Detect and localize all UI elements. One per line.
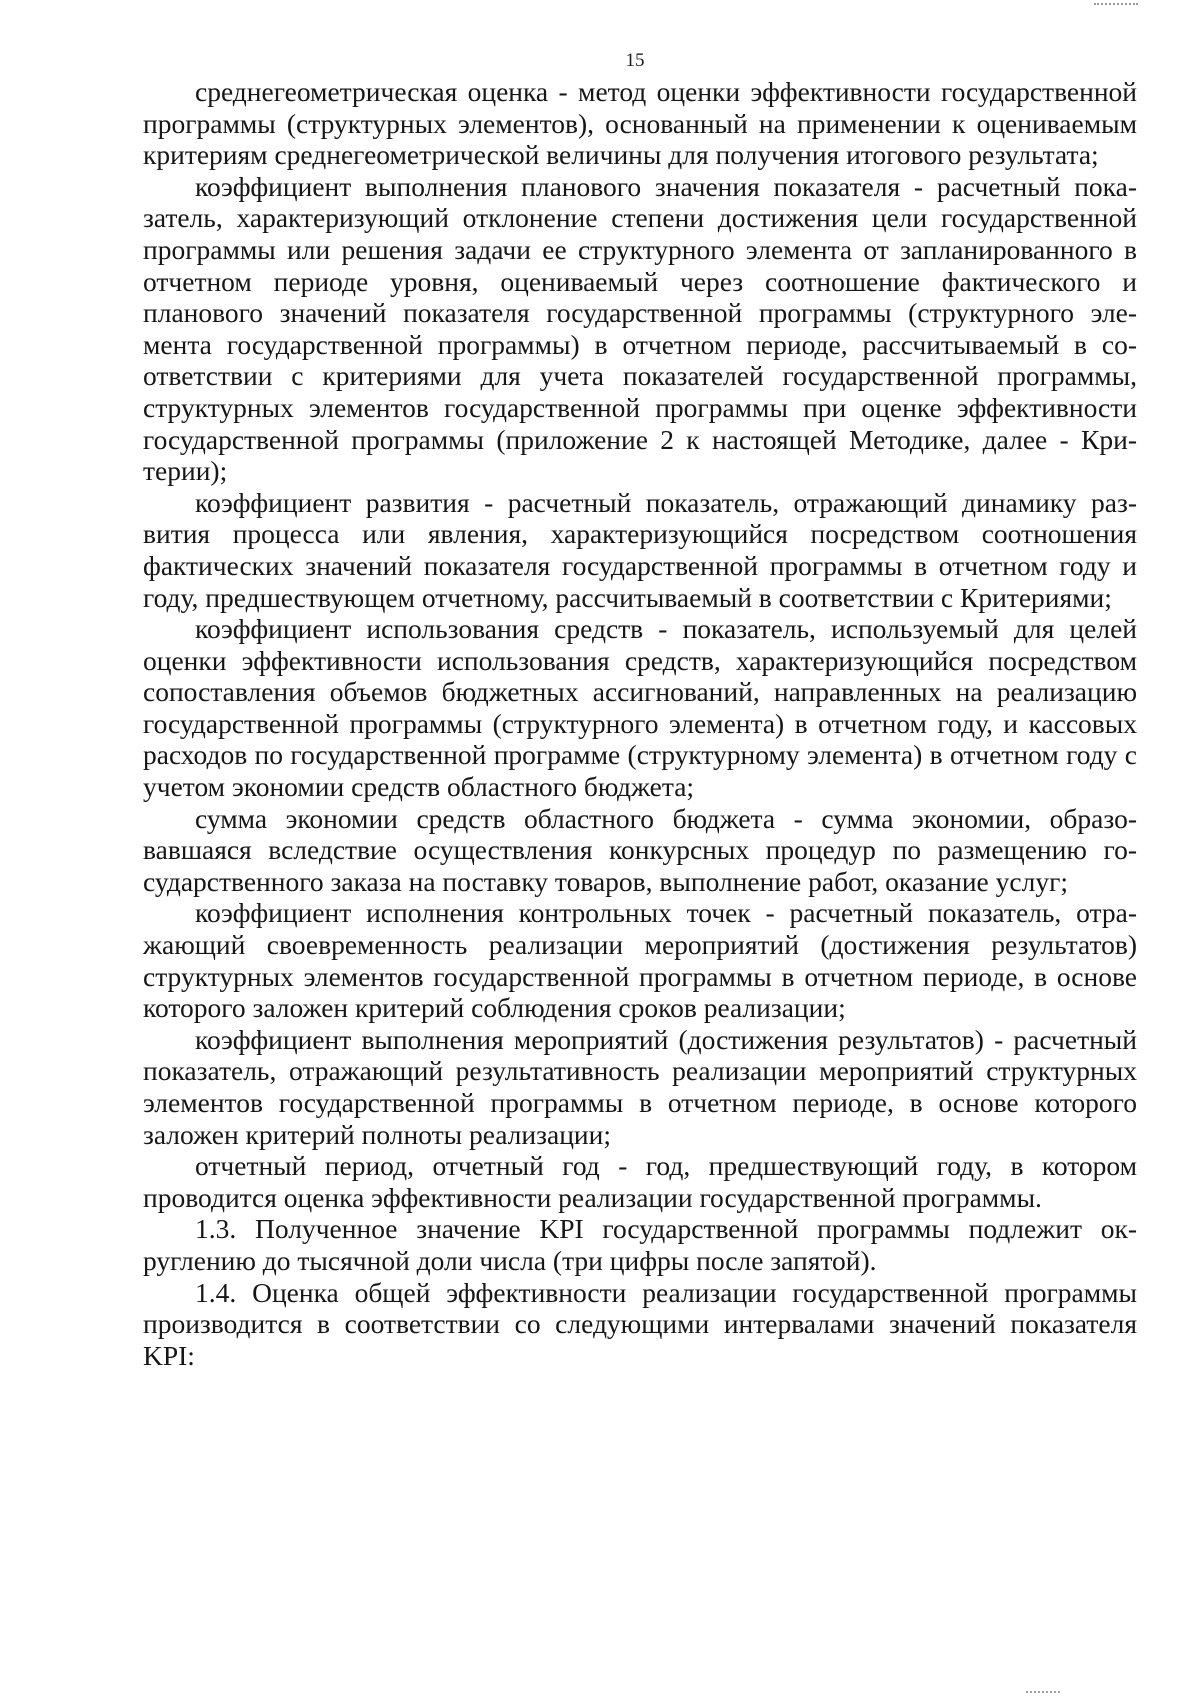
paragraph-checkpoints-coefficient: коэффициент исполнения контрольных точек - расчетный показатель, отражающий своевременность реализации мероприятий (достижения результатов) структурных элементов государственной программы в отчетном периоде, в основе которого заложен критерий соблюдения сроков реализации;	[143, 897, 1137, 1024]
paragraph-reporting-period: отчетный период, отчетный год - год, предшествующий году, в котором проводится оценка эффективности реализации государственной программы.	[143, 1150, 1137, 1213]
paragraph-funds-usage-coefficient: коэффициент использования средств - показатель, используемый для целей оценки эффективности использования средств, характеризующийся посредством сопоставления объемов бюджетных ассигнований, направленных на реализацию государственной программы (структурного элемента) в отчетном году, и кассовых расходов по государственной программе (структурному элемента) в отчетном году с учетом экономии средств областного бюджета;	[143, 613, 1137, 803]
scan-artifact-bottom	[1026, 1691, 1060, 1697]
paragraph-section-1-3: 1.3. Полученное значение KPI государственной программы подлежит округлению до тысячной доли числа (три цифры после запятой).	[143, 1213, 1137, 1276]
paragraph-activities-coefficient: коэффициент выполнения мероприятий (достижения результатов) - расчетный показатель, отражающий результативность реализации мероприятий структурных элементов государственной программы в отчетном периоде, в основе которого заложен критерий полноты реализации;	[143, 1023, 1137, 1150]
paragraph-geometric-mean-definition: среднегеометрическая оценка - метод оценки эффективности государственной программы (структурных элементов), основанный на применении к оцениваемым критериям среднегеометрической величины для получения итогового результата;	[143, 76, 1137, 171]
scan-artifact-top	[1094, 0, 1138, 5]
paragraph-budget-savings: сумма экономии средств областного бюджета - сумма экономии, образовавшаяся вследствие осуществления конкурсных процедур по размещению государственного заказа на поставку товаров, выполнение работ, оказание услуг;	[143, 802, 1137, 897]
paragraph-section-1-4: 1.4. Оценка общей эффективности реализации государственной программы производится в соответствии со следующими интервалами значений показателя KPI:	[143, 1276, 1137, 1371]
document-body	[143, 76, 1137, 1371]
page-number: 15	[625, 50, 645, 71]
paragraph-development-coefficient: коэффициент развития - расчетный показатель, отражающий динамику развития процесса или явления, характеризующийся посредством соотношения фактических значений показателя государственной программы в отчетном году и году, предшествующем отчетному, рассчитываемый в соответствии с Критериями;	[143, 486, 1137, 613]
paragraph-plan-fulfillment-coefficient: коэффициент выполнения планового значения показателя - расчетный показатель, характеризующий отклонение степени достижения цели государственной программы или решения задачи ее структурного элемента от запланированного в отчетном периоде уровня, оцениваемый через соотношение фактического и планового значений показателя государственной программы (структурного элемента государственной программы) в отчетном периоде, рассчитываемый в соответствии с критериями для учета показателей государственной программы, структурных элементов государственной программы при оценке эффективности государственной программы (приложение 2 к настоящей Методике, далее - Критерии);	[143, 170, 1137, 487]
